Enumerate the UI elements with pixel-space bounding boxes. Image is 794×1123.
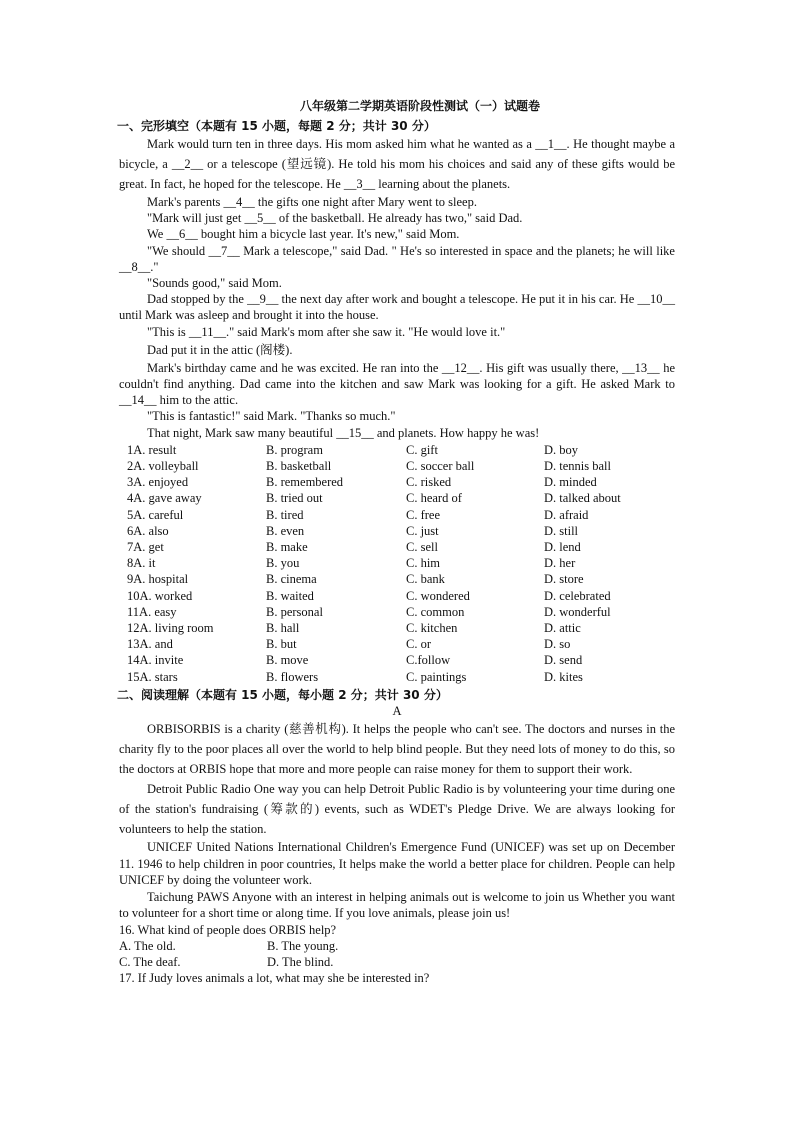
cloze-paragraph: "This is fantastic!" said Mark. "Thanks so much." [147,409,396,424]
option-row [119,669,675,685]
option-a: 1A. result [127,442,177,457]
option-d: D. so [544,637,571,652]
question-stem: 16. What kind of people does ORBIS help? [119,922,337,937]
option-a: 3A. enjoyed [127,475,189,490]
option-c: C. or [406,637,431,652]
cloze-paragraph: Dad put it in the attic (阁楼). [147,342,293,357]
option-b: B. even [266,523,305,538]
option-a: 14A. invite [127,653,184,668]
option-b: B. waited [266,588,314,603]
option-d: D. attic [544,621,581,636]
cloze-paragraph: That night, Mark saw many beautiful __15__ and planets. How happy he was! [147,425,540,440]
option-row [119,458,675,474]
option-b: B. hall [266,621,300,636]
option-d: D. still [544,523,579,538]
cloze-paragraph: "This is __11__." said Mark's mom after she saw it. "He would love it." [147,324,506,339]
option-d: D. talked about [544,491,621,506]
option-c: C. kitchen [406,621,458,636]
option-a: 15A. stars [127,669,178,684]
cloze-paragraph: We __6__ bought him a bicycle last year. It's new," said Mom. [147,227,460,242]
option-row [119,539,675,555]
option-c: C. risked [406,475,452,490]
option-row [119,490,675,506]
option-d: D. send [544,653,583,668]
option-row [119,652,675,668]
option-d: D. afraid [544,507,589,522]
exam-page [119,98,675,987]
cloze-paragraph: "Mark will just get __5__ of the basketball. He already has two," said Dad. [147,211,523,226]
option-a: 9A. hospital [127,572,189,587]
reading-paragraph: Taichung PAWS Anyone with an interest in helping animals out is welcome to join us Whether you want to volunteer for a short time or along time. If you love animals, please join us! [119,890,675,921]
reading-paragraph: ORBISORBIS is a charity (慈善机构). It helps the people who can't see. The doctors and nurses in the charity fly to the poor places all over the world to help blind people. But they need lots of money to do this, so the doctors at ORBIS hope that more and more people can raise money for them to support their work. [119,721,675,776]
option-c: C. sell [406,540,438,555]
option-row [119,604,675,620]
option-d: D. tennis ball [544,459,612,474]
option-c: C. heard of [406,491,462,506]
option-d: D. kites [544,669,583,684]
option-a: 10A. worked [127,588,193,603]
option-c: C. The deaf. [119,955,181,970]
section-1-heading: 一、完形填空（本题有 15 小题，每题 2 分；共计 30 分） [117,119,436,133]
option-c: C. just [406,523,439,538]
option-a: 2A. volleyball [127,459,199,474]
option-a: 13A. and [127,637,173,652]
option-c: C. gift [406,442,438,457]
question-options [119,954,675,970]
option-d: D. wonderful [544,604,611,619]
option-c: C. bank [406,572,445,587]
option-a: A. The old. [119,938,176,953]
option-row [119,620,675,636]
option-row [119,588,675,604]
option-d: D. minded [544,475,597,490]
reading-paragraph: Detroit Public Radio One way you can help Detroit Public Radio is by volunteering your time during one of the station's fundraising (筹款的) events, such as WDET's Pledge Drive. We are always looking for volunteers to help the station. [119,781,675,836]
option-b: B. The young. [267,938,339,953]
option-row [119,555,675,571]
option-d: D. her [544,556,576,571]
cloze-passage [119,134,675,441]
option-b: B. move [266,653,309,668]
option-row [119,571,675,587]
option-c: C.follow [406,653,451,668]
option-row [119,507,675,523]
cloze-paragraph: Dad stopped by the __9__ the next day after work and bought a telescope. He put it in his car. He __10__ until Mark was asleep and brought it into the house. [119,292,675,323]
option-d: D. store [544,572,584,587]
cloze-paragraph: Mark's parents __4__ the gifts one night after Mary went to sleep. [147,195,477,209]
option-b: B. program [266,442,323,457]
option-d: D. celebrated [544,588,611,603]
option-c: C. common [406,604,465,619]
option-c: C. soccer ball [406,459,475,474]
option-b: B. but [266,637,297,652]
option-b: B. basketball [266,459,332,474]
option-c: C. free [406,507,441,522]
option-row [119,523,675,539]
option-row [119,636,675,652]
cloze-options-table [119,442,675,685]
option-a: 7A. get [127,540,164,555]
question-17 [119,970,675,986]
option-a: 6A. also [127,523,169,538]
option-b: B. personal [266,604,323,619]
option-a: 8A. it [127,556,156,571]
option-d: D. boy [544,442,579,457]
option-c: C. him [406,556,441,571]
option-row [119,442,675,458]
cloze-paragraph: "Sounds good," said Mom. [147,276,282,291]
option-b: B. make [266,540,308,555]
option-b: B. remembered [266,475,344,490]
passage-label: A [392,703,402,718]
reading-passage [119,719,675,922]
question-stem: 17. If Judy loves animals a lot, what may she be interested in? [119,971,430,986]
option-row [119,474,675,490]
option-b: B. you [266,556,300,571]
option-a: 5A. careful [127,507,184,522]
cloze-paragraph: Mark's birthday came and he was excited. He ran into the __12__. His gift was usually there, __13__ he couldn't find anything. Dad came into the kitchen and saw Mark was looking for a gift. He asked Mark to __14__ him to the attic. [119,360,675,408]
cloze-paragraph: "We should __7__ Mark a telescope," said Dad. " He's so interested in space and the planets; he will like __8__." [119,243,675,274]
cloze-paragraph: Mark would turn ten in three days. His mom asked him what he wanted as a __1__. He thought maybe a bicycle, a __2__ or a telescope (望远镜). He told his mom his choices and said any of these gifts would be great. In fact, he hoped for the telescope. He __3__ learning about the planets. [119,137,675,191]
page-title: 八年级第二学期英语阶段性测试（一）试题卷 [299,99,540,113]
section-2-heading: 二、阅读理解（本题有 15 小题，每小题 2 分；共计 30 分） [117,687,448,702]
option-d: D. The blind. [267,955,334,970]
question-options [119,938,675,954]
reading-paragraph: UNICEF United Nations International Children's Emergence Fund (UNICEF) was set up on December 11. 1946 to help children in poor countries, It helps make the world a better place for children. People can help UNICEF by doing the volunteer work. [119,839,675,888]
option-b: B. flowers [266,669,319,684]
option-b: B. cinema [266,572,317,587]
option-c: C. paintings [406,669,467,684]
option-b: B. tried out [266,491,323,506]
question-16 [119,922,675,971]
option-a: 12A. living room [127,621,214,636]
option-a: 4A. gave away [127,491,202,506]
option-c: C. wondered [406,588,470,603]
option-b: B. tired [266,507,304,522]
option-d: D. lend [544,540,581,555]
option-a: 11A. easy [127,604,177,619]
